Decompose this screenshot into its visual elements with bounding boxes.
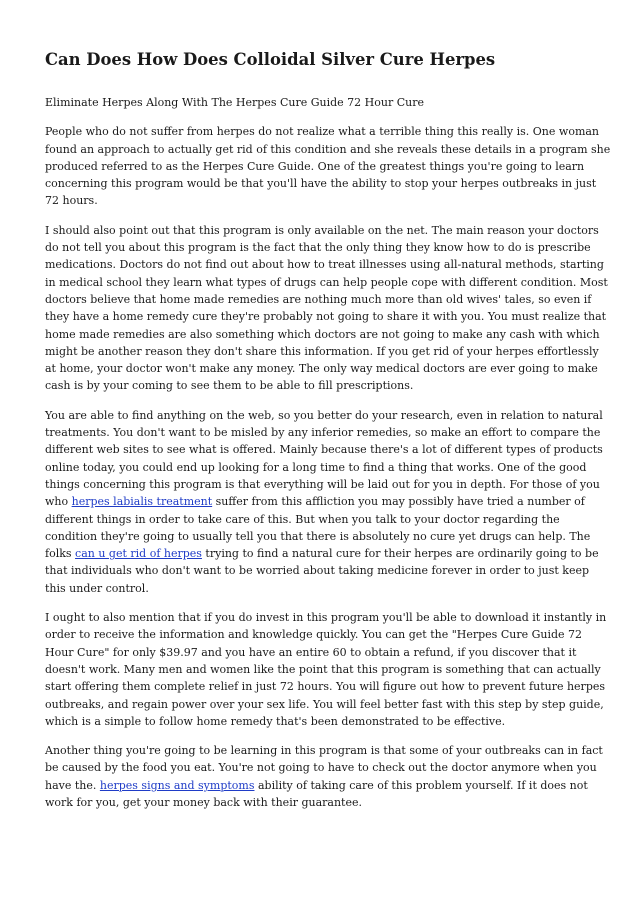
document-title: Can Does How Does Colloidal Silver Cure Herpes bbox=[45, 50, 496, 69]
text-segment: I ought to also mention that if you do invest in this program you'll be able to download it instantly in bbox=[45, 611, 607, 625]
text-segment: be caused by the food you eat. You're not going to have to check out the doctor anymore when you bbox=[45, 761, 597, 775]
text-line bbox=[45, 644, 597, 661]
text-line bbox=[45, 713, 597, 730]
text-line bbox=[45, 580, 597, 597]
text-line bbox=[45, 545, 597, 562]
text-segment: that individuals who don't want to be worried about taking medicine forever in order to just keep bbox=[45, 564, 590, 578]
text-segment: work for you, get your money back with their guarantee. bbox=[45, 795, 362, 809]
text-segment: You are able to find anything on the web, so you better do your research, even in relation to natural bbox=[45, 408, 603, 422]
text-segment: doesn't work. Many men and women like the point that this program is something that can actually bbox=[45, 662, 601, 676]
text-segment: at home, your doctor won't make any money. The only way medical doctors are ever going to make bbox=[45, 362, 598, 376]
text-line bbox=[45, 678, 606, 695]
text-line bbox=[45, 794, 597, 811]
text-line bbox=[45, 476, 600, 493]
text-segment: things concerning this program is that everything will be laid out for you in depth. For those of you bbox=[45, 477, 600, 491]
text-segment: order to receive the information and knowledge quickly. You can get the "Herpes Cure Guide 72 bbox=[45, 628, 583, 642]
text-segment: ability of taking care of this problem yourself. If it does not bbox=[254, 778, 588, 792]
text-line bbox=[45, 377, 597, 394]
text-line bbox=[45, 360, 597, 377]
text-segment: condition they're going to usually tell you that there is absolutely no cure yet drugs can help. The bbox=[45, 529, 591, 543]
paragraph bbox=[45, 123, 611, 209]
text-line bbox=[45, 759, 597, 776]
text-segment: online today, you could end up looking for a long time to find a thing that works. One of the good bbox=[45, 460, 587, 474]
text-line bbox=[45, 343, 597, 360]
text-segment: Another thing you're going to be learning in this program is that some of your outbreaks can in fact bbox=[45, 744, 603, 758]
text-segment: concerning this program would be that you'll have the ability to stop your herpes outbreaks in just bbox=[45, 177, 597, 191]
text-segment: might be another reason they don't share this information. If you get rid of your herpes effortlessly bbox=[45, 344, 599, 358]
text-segment: treatments. You don't want to be misled by any inferior remedies, so make an effort to compare the bbox=[45, 426, 601, 440]
text-line bbox=[45, 141, 611, 158]
text-segment: this under control. bbox=[45, 581, 149, 595]
text-line bbox=[45, 742, 603, 759]
text-line bbox=[45, 696, 604, 713]
text-segment: medications. Doctors do not find out about how to treat illnesses using all-natural methods, starting bbox=[45, 258, 604, 272]
text-segment: cash is by your coming to see them to be able to fill prescriptions. bbox=[45, 379, 414, 393]
text-segment: which is a simple to follow home remedy that's been demonstrated to be effective. bbox=[45, 714, 506, 728]
text-line bbox=[45, 528, 597, 545]
text-line bbox=[45, 123, 600, 140]
text-segment: start offering them complete relief in just 72 hours. You will figure out how to prevent future herpes bbox=[45, 680, 606, 694]
text-line bbox=[45, 441, 603, 458]
document-body bbox=[45, 123, 611, 811]
text-line bbox=[45, 424, 601, 441]
text-line bbox=[45, 459, 597, 476]
text-segment: I should also point out that this program is only available on the net. The main reason your doctors bbox=[45, 223, 599, 237]
text-line bbox=[45, 609, 607, 626]
inline-link[interactable]: can u get rid of herpes bbox=[75, 547, 202, 561]
text-segment: folks bbox=[45, 547, 76, 561]
text-segment: trying to find a natural cure for their herpes are ordinarily going to be bbox=[201, 547, 599, 561]
text-line bbox=[45, 326, 600, 343]
text-line bbox=[45, 661, 601, 678]
text-line bbox=[45, 407, 603, 424]
text-line bbox=[45, 274, 608, 291]
document-subtitle: Eliminate Herpes Along With The Herpes Cure Guide 72 Hour Cure bbox=[45, 96, 424, 109]
text-line bbox=[45, 175, 597, 192]
text-segment: they have a home remedy cure they're probably not going to share it with you. You must realize that bbox=[45, 310, 607, 324]
text-segment: in medical school they learn what types of drugs can help people cope with different condition. Most bbox=[45, 275, 608, 289]
text-segment: suffer from this affliction you may possibly have tried a number of bbox=[212, 495, 585, 509]
text-segment: People who do not suffer from herpes do not realize what a terrible thing this really is. One woman bbox=[45, 125, 600, 139]
paragraph bbox=[45, 742, 603, 811]
text-segment: home made remedies are also something which doctors are not going to make any cash with which bbox=[45, 327, 600, 341]
text-line bbox=[45, 562, 597, 579]
text-segment: do not tell you about this program is the fact that the only thing they know how to do is prescribe bbox=[45, 241, 591, 255]
paragraph bbox=[45, 222, 608, 395]
text-line bbox=[45, 192, 597, 209]
text-line bbox=[45, 256, 604, 273]
text-segment: different things in order to take care of this. But when you talk to your doctor regarding the bbox=[45, 512, 560, 526]
inline-link[interactable]: herpes labialis treatment bbox=[71, 495, 213, 509]
paragraph bbox=[45, 609, 607, 730]
text-line bbox=[45, 222, 597, 239]
document-page bbox=[45, 48, 611, 823]
text-line bbox=[45, 291, 597, 308]
inline-link[interactable]: herpes signs and symptoms bbox=[99, 778, 255, 792]
text-segment: found an approach to actually get rid of this condition and she reveals these details in a program she bbox=[45, 142, 611, 156]
text-segment: have the. bbox=[45, 778, 100, 792]
paragraph bbox=[45, 407, 603, 597]
text-segment: different web sites to see what is offered. Mainly because there's a lot of different types of products bbox=[45, 443, 603, 457]
text-segment: who bbox=[45, 495, 72, 509]
text-segment: 72 hours. bbox=[45, 194, 98, 208]
text-line bbox=[45, 626, 597, 643]
text-line bbox=[45, 239, 597, 256]
text-line bbox=[45, 493, 597, 510]
text-segment: doctors believe that home made remedies are nothing much more than old wives' tales, so even if bbox=[45, 292, 592, 306]
text-segment: Hour Cure" for only $39.97 and you have an entire 60 to obtain a refund, if you discover that it bbox=[45, 645, 577, 659]
text-line bbox=[45, 308, 607, 325]
text-segment: produced referred to as the Herpes Cure Guide. One of the greatest things you're going to learn bbox=[45, 159, 585, 173]
text-line bbox=[45, 158, 597, 175]
text-line bbox=[45, 777, 597, 794]
text-segment: outbreaks, and regain power over your sex life. You will feel better fast with this step by step guide, bbox=[45, 697, 604, 711]
text-line bbox=[45, 511, 597, 528]
